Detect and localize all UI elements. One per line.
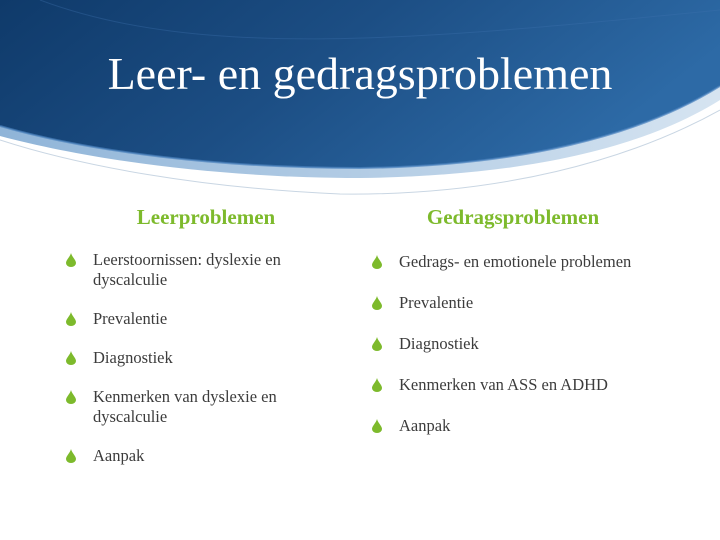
drop-icon (66, 351, 76, 365)
list-item-text: Prevalentie (93, 309, 168, 328)
list-item (62, 250, 342, 290)
drop-icon (372, 255, 382, 269)
list-item-text: Kenmerken van dyslexie en dyscalculie (93, 387, 277, 426)
drop-icon (372, 337, 382, 351)
list-item-text: Prevalentie (399, 293, 474, 312)
list-item (62, 309, 342, 329)
list-item (368, 334, 658, 354)
list-item (368, 375, 658, 395)
drop-icon (372, 419, 382, 433)
drop-icon (66, 390, 76, 404)
drop-icon (66, 312, 76, 326)
list-item-text: Aanpak (93, 446, 145, 465)
list-item-text: Leerstoornissen: dyslexie en dyscalculie (93, 250, 281, 289)
list-item (368, 293, 658, 313)
left-column (62, 202, 342, 485)
list-item-text: Gedrags- en emotionele problemen (399, 252, 632, 271)
list-item-text: Aanpak (399, 416, 451, 435)
list-item (62, 387, 342, 427)
right-column (368, 202, 658, 457)
right-bullet-list (368, 252, 658, 436)
drop-icon (372, 296, 382, 310)
drop-icon (66, 449, 76, 463)
list-item-text: Diagnostiek (93, 348, 173, 367)
list-item-text: Kenmerken van ASS en ADHD (399, 375, 608, 394)
drop-icon (66, 253, 76, 267)
list-item-text: Diagnostiek (399, 334, 479, 353)
left-column-heading: Leerproblemen (136, 205, 276, 229)
drop-icon (372, 378, 382, 392)
list-item (62, 348, 342, 368)
slide-title: Leer- en gedragsproblemen (107, 48, 613, 99)
list-item (368, 252, 658, 272)
list-item (368, 416, 658, 436)
left-bullet-list (62, 250, 342, 466)
right-column-heading: Gedragsproblemen (426, 205, 600, 229)
list-item (62, 446, 342, 466)
